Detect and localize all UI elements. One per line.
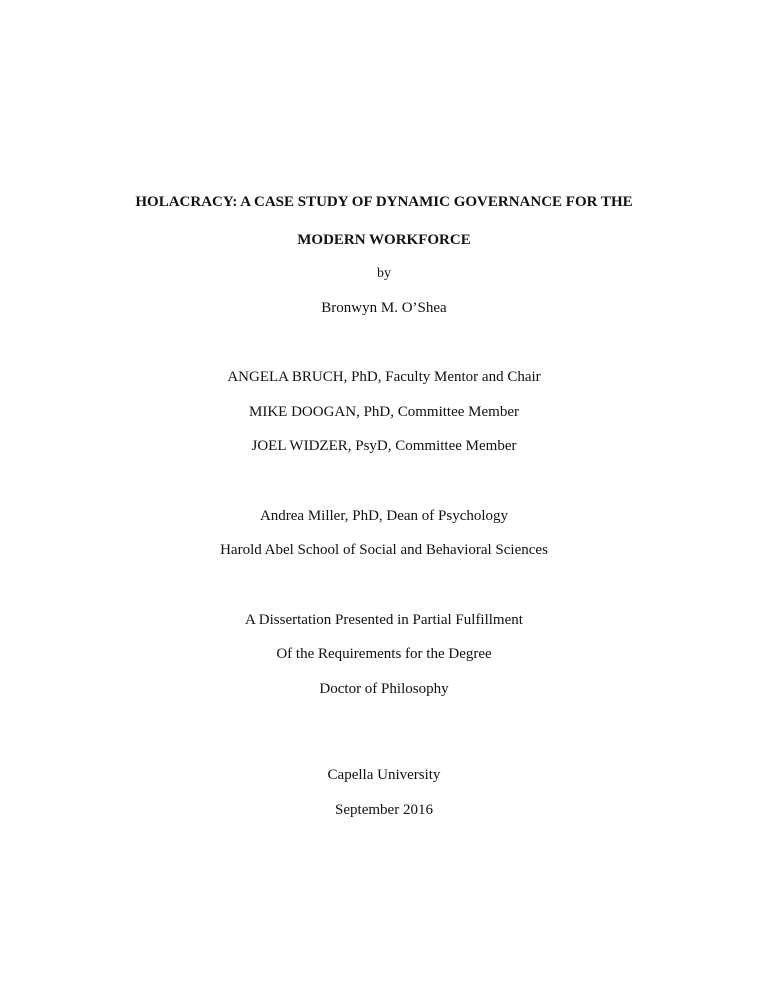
title-line-1: HOLACRACY: A CASE STUDY OF DYNAMIC GOVERNANCE FOR THE — [135, 194, 633, 210]
dean: Andrea Miller, PhD, Dean of Psychology — [259, 508, 509, 524]
degree-name: Doctor of Philosophy — [319, 681, 449, 697]
by-label: by — [377, 266, 391, 281]
committee-chair: ANGELA BRUCH, PhD, Faculty Mentor and Chair — [227, 369, 541, 385]
dissertation-statement-2: Of the Requirements for the Degree — [276, 646, 492, 662]
committee-member-1: MIKE DOOGAN, PhD, Committee Member — [249, 404, 519, 420]
university-name: Capella University — [327, 767, 441, 783]
school-name: Harold Abel School of Social and Behavioral Sciences — [220, 542, 548, 558]
dissertation-statement-1: A Dissertation Presented in Partial Fulfillment — [245, 612, 523, 628]
submission-date: September 2016 — [335, 802, 433, 818]
committee-member-2: JOEL WIDZER, PsyD, Committee Member — [251, 438, 517, 454]
author-name: Bronwyn M. O’Shea — [321, 300, 447, 316]
title-line-2: MODERN WORKFORCE — [297, 232, 471, 248]
